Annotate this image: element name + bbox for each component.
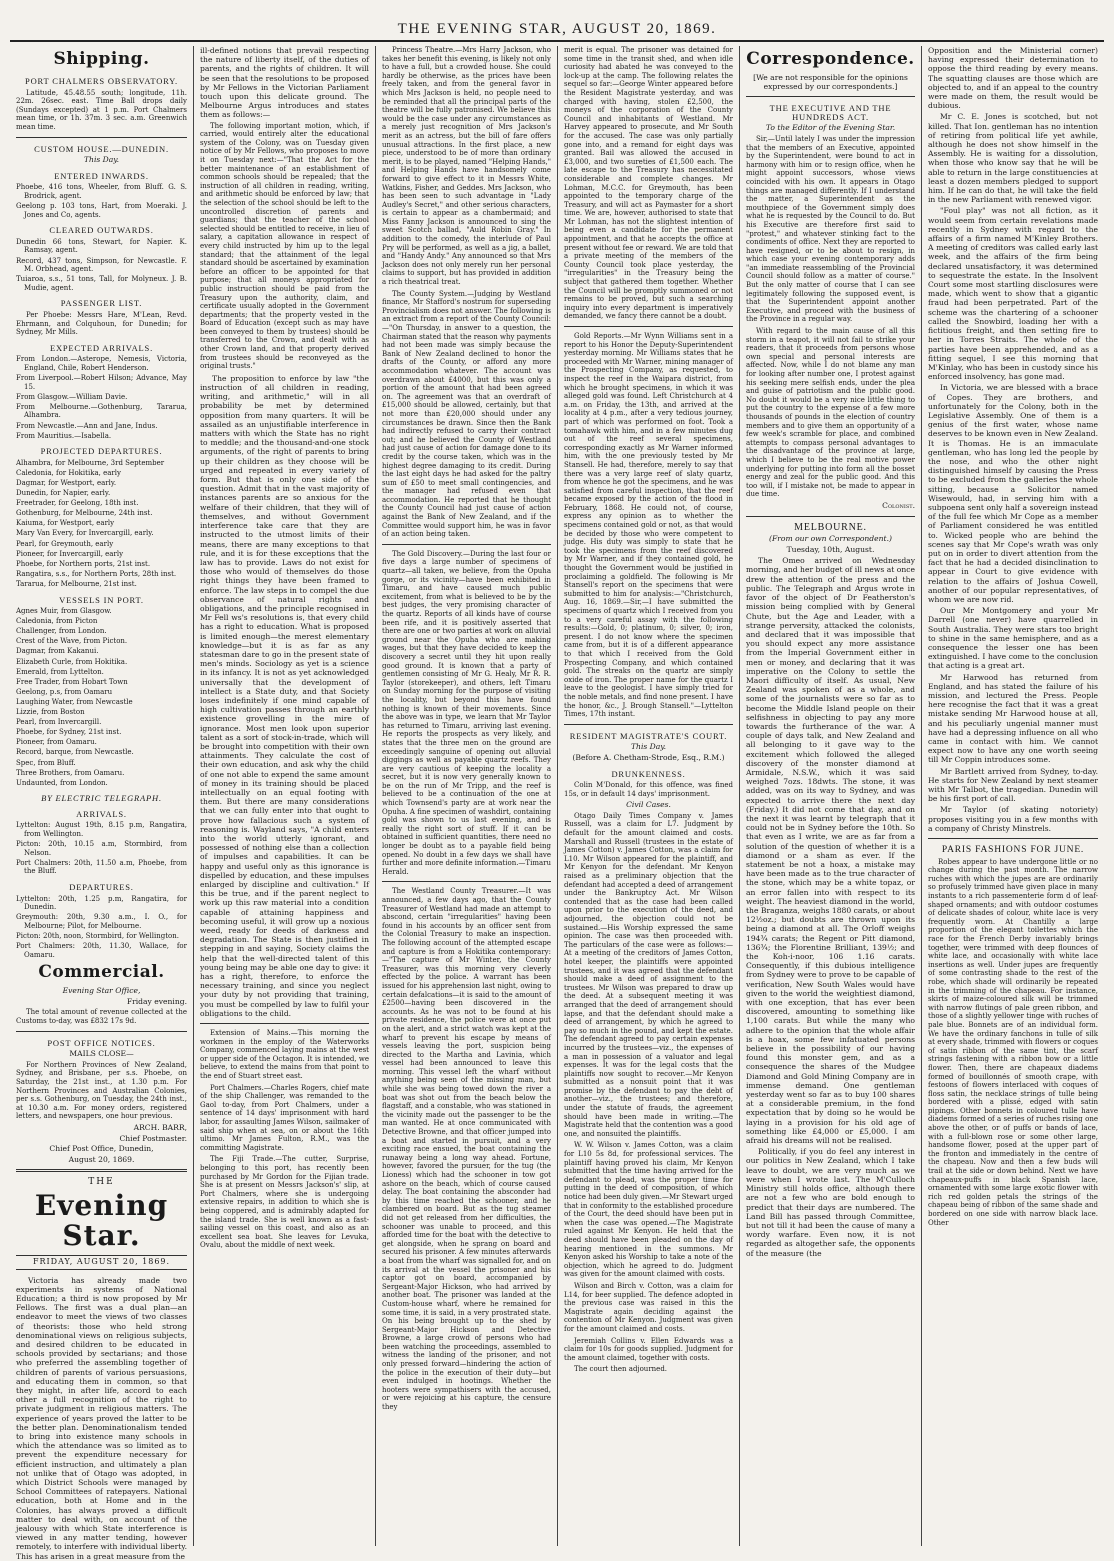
melbourne-date: Tuesday, 10th, August. [786, 544, 875, 554]
masthead-title: Evening Star. [34, 1188, 169, 1252]
projected-departures-heading: PROJECTED DEPARTURES. [40, 446, 163, 457]
divider [746, 96, 915, 97]
observatory-heading: PORT CHALMERS OBSERVATORY. [25, 76, 178, 86]
page-header [10, 10, 1104, 42]
court-day: This Day. [630, 742, 666, 752]
list-item: Crest of the Wave, from Picton. [16, 637, 128, 646]
news-item-princess-theatre: Princess Theatre.—Mrs Harry Jackson, who takes her benefit this evening, is likely not only to have a full, but a crowded house. She could hardly be otherwise, as the prices have been freely taken, and from the general favor in which Mrs Jackson is held, no people need to be reminded that all the principal parts of the theatre will be fully patronised. We believe this would be the case under any circumstances as a merely just recognition of Mrs Jackson's merit as an actress, but the bill of fare offers unusual attractions. In the first place, a new piece, understood to be of more than ordinary merit, is to be played, named "Helping Hands," and Helping Hands have handsomely come forward to give effect to it in Messrs White, Watkins, Fisher, and Geddes. Mrs Jackson, who has been seen to such advantage in "Lady Audley's Secret," and other serious characters, is certain to appear as a chambermaid; and Miss Fanny Jackson is announced to sing the sweet Scotch ballad, "Auld Robin Gray." In addition to the comedy, the interlude of Paul Pry will be performed, as well as a jig, a ballet, and "Handy Andy." Any announced so that Mrs Jackson does not only merely run her personal claims to support, but has provided in addition a rich theatrical treat. [382, 46, 551, 287]
news-item-fiji-trade: The Fiji Trade.—The cutter, Surprise, belonging to this port, has recently been purchased by Mr Gordon for the Fijian trade. She is at present on Messrs Jackson's' slip, at Port Chalmers, where she is undergoing extensive repairs, in addition to which she is being coppered, and is admirably adapted for the island trade. She is well known as a fast-sailing vessel on this coast, and also as an excellent sea boat. She leaves for Levuka, Ovalu, about the middle of next week. [200, 1155, 369, 1250]
list-item: From Newcastle.—Ann and Jane, Indus. [16, 421, 158, 430]
list-item: From Glasgow.—William Davie. [16, 392, 128, 401]
mails-close-label: MAILS CLOSE— [69, 1049, 134, 1059]
masthead-the: THE [88, 1177, 115, 1188]
list-item: Mary Van Every, for Invercargill, early. [16, 529, 154, 538]
melbourne-paragraph: Politically, if you do feel any interest in our politics in New Zealand, which I take leave to doubt, we are very much as we were when I wrote last. The M'Culloch Ministry still holds office, although there are not a few who are bold enough to predict that their days are numbered. The Land Bill has passed through Committee, but not till it had been the cause of many a wordy warfare. Even now, it is not regarded as altogether safe, the opponents of the measure (the [746, 1147, 915, 1258]
header-title: THE EVENING STAR, AUGUST 20, 1869. [397, 21, 717, 37]
list-item: Kaiuma, for Westport, early [16, 519, 115, 528]
list-item: Pearl, for Greymouth, early [16, 539, 114, 548]
shipping-title: Shipping. [53, 49, 150, 69]
court-heading: RESIDENT MAGISTRATE'S COURT. [569, 730, 728, 741]
court-item: Colin M'Donald, for this offence, was fined 15s, or in default 14 days' imprisonment. [564, 781, 733, 798]
divider [564, 326, 733, 327]
list-item: Pioneer, from Oamaru. [16, 738, 97, 747]
column-6 [922, 46, 1104, 1546]
list-item: Spec, from Bluff. [16, 758, 76, 767]
court-adjourned: The court then adjourned. [574, 1365, 668, 1374]
column-1 [10, 46, 194, 1561]
list-item: Pearl, from Invercargill. [16, 718, 102, 727]
melbourne-paragraph: In Victoria, we are blessed with a brace of Copes. They are brothers, and unfortunately for the Colony, both in the Legislative Assembly. One of them is a genius of the first water, whose name deserves to be known even in New Zealand. It is Thomas. He is an immaculate gentleman, who has long led the people by the nose, and who the other night distinguished himself by causing the Press to be excluded from the galleries the whole sitting, because a Solicitor named Wisewould, had, in serving him with a subpoena sent only half a sovereign instead of the full fee which Mr Cope as a member of Parliament considered he was entitled to. Wicked people who are behind the scenes say that Mr Cope's wrath was only put on in order to divert attention from the fact that he had a decided disinclination to appear in Court to give evidence with relation to the affairs of Joshua Cowell, another of our popular representatives, of whom we are now rid. [928, 383, 1098, 604]
commercial-title: Commercial. [38, 962, 165, 983]
melbourne-paragraph: "Foul play" was not all fiction, as it would seem from certain revelations made recently in Sydney with regard to the affairs of a firm named M'Kinley Brothers. A meeting of creditors was called early last week, and the affairs of the firm being declared unsatisfactory, it was determined to sequestrate the estate. In the Insolvent Court some most startling disclosures were made, which went to show that a gigantic fraud had been perpetrated. Part of the scheme was the chartering of a schooner called the Snowbird, loading her with a fictitious freight, and then setting fire to her in Torres Straits. The whole of the parties have been apprehended, and as a fitting sequel, I see this morning that M'Kinlay, who has been in custody since his enforced insolvency, has gone mad. [928, 206, 1098, 382]
divider [382, 544, 551, 545]
paris-fashions-text: Robes appear to have undergone little or no change during the past month. The narrow ruches with which the jupes are are ordinarily so profusely trimmed have given place in many instants to a rich passementerie form d of leaf-shaped ornaments; and with outdoor costumes of delicate shades of colour, white lace is very frequently worn. At Chantilly a large proportion of the elegant toilettes which the race for the French Derby invariably brings together, were trimmed with deep flounces of white lace, and occasionally with white lace insertions as well. Under jupes are frequently of some contrasting shade to the rest of the robe, which shade will ordinarily be repeated in the trimming of the chapeau. For instance, skirts of maize-coloured silk will be trimmed with narrow flutings of pale green ribbon, and those of a slightly yellower tinge with ruches of pale blue. Bonnets are of an individual form. We have the ordinary fanchons in tulle of silk at every shade, trimmed with flowers or coques of satin ribbon of the same tint, the scarf strings fastening with a ribbon bow or a little flower. Then, there are chapeaux diadems formed of bouillonnés of smooth crape, with festoons of flowers interlaced with coques of floss satin, the necklace strings of tulle being bordered with a plissé, edged with satin pipings. Other bonnets in coloured tulle have diadems formed of a series of ruches rising one above the other, or of puffs or bands of lace, with a full-blown rose or some other large, handsome flower, posed at the upper part of the fronton and immediately in the centre of the chapeau. Now and then a few buds will trail at the side or down behind. Next we have chapeaux-puffs in black Spanish lace, ornamented with some large exotic flower with rich red golden petals the strings of the chapeau being of ribbon of the same shade and bordered on one side with narrow black lace. Other [928, 857, 1098, 1227]
mails-text: For Northern Provinces of New Zealand, Sydney, and Brisbane, per s.s. Phoebe, on Saturday, the 21st inst., at 1.30 p.m. For Northern Provinces and Australian Colonies, per s.s. Gothenburg, on Tuesday, the 24th inst., at 10.30 a.m. For money orders, registered letters, and newspapers, one hour previous. [16, 1060, 187, 1121]
postmaster-title: Chief Postmaster. [119, 1133, 187, 1143]
commercial-day: Friday evening. [126, 996, 187, 1006]
list-item: Emerald, from Lyttelton. [16, 667, 104, 676]
masthead-date: FRIDAY, AUGUST 20, 1869. [16, 1255, 187, 1270]
list-item: Alhambra, for Melbourne, 3rd September [16, 458, 165, 467]
column-5 [740, 46, 922, 1546]
arrivals-heading: ARRIVALS. [76, 808, 127, 819]
list-item: Geelong, p.s, from Oamaru [16, 687, 113, 696]
court-before: (Before A. Chetham-Strode, Esq., R.M.) [572, 752, 725, 762]
list-item: Dagmar, from Kakanui. [16, 647, 99, 656]
melbourne-paragraph: Opposition and the Ministerial corner) having expressed their determination to oppose the third reading by every means. The squatting clauses are those which are objected to, and if an appeal to the country were made on them, the result would be dubious. [928, 46, 1098, 111]
list-item: Phoebe, for Northern ports, 21st inst. [16, 559, 151, 568]
editorial-paragraph: Victoria has already made two experiments in systems of National Education; a third is now proposed by Mr Fellows. The first was a dual plan—an endeavor to meet the views of two classes of theorists: those who held strong denominational views on religious subjects, and desired children to be educated in schools provided by sectarians; and those who preferred the assembling together of children of parents of various persuasions, and educating them in common, so that they might, in after life, accord to each other a full recognition of the right to private judgment in religious matters. The experience of years proved the latter to be the better plan. Denominationalism tended to bring into existence many schools in which the attendance was so limited as to prevent the expenditure necessary for efficient instruction, and ultimately a plan not unlike that of Otago was adopted, in which District Schools were managed by School Committees of ratepayers. National education, both at Home and in the Colonies, has always proved a difficult matter to deal with, on account of the jealousy with which State interference is viewed in any matter tending, however remotely, to interfere with individual liberty. This has arisen in a great measure from the [16, 1275, 187, 1561]
vessels-in-port-heading: VESSELS IN PORT. [59, 594, 144, 605]
list-item: Dagmar, for Westport, early. [16, 478, 117, 487]
news-item-continued: merit is equal. The prisoner was detained for some time in the transit shed, and when idle curiosity had abated he was conveyed to the lock-up at the camp. The following relates the sequel so far:—George Winter appeared before the Resident Magistrate yesterday, and was charged with having, stolen £2,500, the moneys of the corporation of the County Council and inhabitants of Westland. Mr Harvey appeared to prosecute, and Mr South for the accused. The case was only partially gone into, and a remand for eight days was granted. Bail was allowed the accused in £3,000, and two sureties of £1,500 each. The late escape to the Treasury has necessitated considerable and complete changes. Mr Lohman, M.C.C. for Greymouth, has been appointed to the temporary charge of the Treasury, and will act as Paymaster for a short time. We are, however, authorised to state that Mr Lohman, has not the slightest intention of being even a candidate for the permanent appointment, and that he accepts the office at present without fee or reward. We are told that a private meeting of the members of the County Council took place yesterday, the "irregularities" in the Treasury being the subject that gathered them together. Whether the Council will be promptly summoned or not remains to be proved, but such a searching inquiry into every department is imperatively demanded, we fancy there cannot be a doubt. [564, 46, 733, 321]
melbourne-heading: MELBOURNE. [794, 521, 867, 533]
melbourne-paragraph: Mr Bartlett arrived from Sydney, to-day. He starts for New Zealand by next steamer with Mr Talbot, the tragedian. Dunedin will be his first port of call. [928, 766, 1098, 804]
list-item: Phoebe, for Sydney, 21st inst. [16, 728, 122, 737]
letter-paragraph: With regard to the main cause of all this storm in a teapot, it will not fail to strike your readers, that it proceeds from persons whose own special and personal interests are affected. Now, while I do not blame any man for looking after number one, I protest against his seeking mere selfish ends, under the plea and guise of patriotism and the public good. No doubt it would be a very nice little thing to put the country to the expense of a few more thousands of pounds in the election of country members and to give them an opportunity of a few week's scramble for place, and combined attempts to compass personal advantages to the disadvantage of the province at large, which I believe to be the real motive power underlying for putting into form all the bosset energy and zeal for the public good. And this too will, if I mistake not, be made to appear in due time. [746, 327, 915, 499]
divider [746, 516, 915, 517]
list-item: Free Trader, from Hobart Town [16, 677, 128, 686]
court-item: Jeremiah Collins v. Ellen Edwards was a claim for 10s for goods supplied. Judgment for the amount claimed, together with costs. [564, 1336, 733, 1362]
divider [382, 881, 551, 882]
list-item: Agnes Muir, from Glasgow. [16, 607, 112, 616]
list-item: Freetrader, for Geelong, 18th inst. [16, 499, 139, 508]
letter-heading: THE EXECUTIVE AND THE HUNDREDS ACT. [769, 103, 892, 122]
list-item: Tuiaroa, s.s., 51 tons, Tall, for Molyneux. J. B. Mudie, agent. [16, 275, 187, 292]
passenger-text: Per Phoebe: Messrs Hare, M'Lean, Revd. Ehrmann, and Colquhoun, for Dunedin; for Sydney, Mr Mills. [16, 310, 187, 337]
court-item: Wilson and Birch v. Cotton, was a claim for L14, for beer supplied. The defence adopted in the previous case was raised in this the Magistrate again deciding against the contention of Mr Kenyon. Judgment was given for the amount claimed and costs. [564, 1281, 733, 1333]
post-office-heading: POST OFFICE NOTICES. [47, 1037, 156, 1048]
list-item: Three Brothers, from Oamaru. [16, 768, 125, 777]
letter-paragraph: Sir,—Until lately I was under the impression that the members of an Executive, appointed by the Superintendent, were bound to act in harmony with him or to resign office, when he might appoint successors, whose views coincided with his own. It appears in Otago things are managed differently. If I understand the matter, a Superintendent as the mouthpiece of the Government simply does what he is requested by the Council to do. But his Executive are therefore first said to "protest," and whatever stinking fact to the condiments of office. Next they are reported to have resigned, or to be about to resign, in which case your evening contemporary adds "an immediate reassembling of the Provincial Council should follow as a matter of course." But the only matter of course that I can see legitimately following the supposed event, is that the Superintendent appoint another Executive, and proceed with the business of the Province in a regular way. [746, 134, 915, 324]
list-item: From Mauritius.—Isabella. [16, 431, 112, 440]
list-item: Caledonia, for Hokitika, early [16, 468, 121, 477]
drunkenness-heading: DRUNKENNESS. [611, 768, 686, 779]
list-item: From Liverpool.—Robert Hilson; Advance, May 15. [16, 374, 187, 391]
list-item: From Melbourne.—Gothenburg, Tararua, Alhambra. [16, 402, 187, 420]
divider [16, 1031, 187, 1032]
post-office-date: August 20, 1869. [68, 1154, 135, 1164]
civil-cases-heading: Civil Cases. [626, 800, 671, 810]
news-item-port-chalmers: Port Chalmers.—Charles Rogers, chief mate of the ship Challenger, was remanded to the Gaol to-day, from Port Chalmers, under a sentence of 14 days' imprisonment with hard labor, for assaulting James Wilson, sailmaker of said ship when at sea, on or about the 16th ultimo. Mr James Fulton, R.M., was the committing Magistrate. [200, 1083, 369, 1152]
editorial-quote: The following important motion, which, if carried, would entirely alter the educational system of the Colony, was on Tuesday given notice of by Mr Fellows, who proposes to move it on Tuesday next:—"That the Act for the better maintenance of an establishment of common schools should be repealed; that the instruction of all children in reading, writing, and arithmetic should be enforced by law; that the selection of the school should be left to the uncontrolled discretion of parents and guardians; that the teacher of the school selected should be entitled to receive, in lieu of salary, a capitation allowance in respect of every child instructed by him up to the legal standard; that the attainment of the legal standard should be ascertained by examination before an officer to be appointed for that purpose; that all moneys appropriated for public instruction should be paid from the Treasury upon the authority, claim, and certificate usually adopted in the Government departments; that the property vested in the Board of Education (except such as may have been conveyed to them by trustees) should be transferred to the Crown, and dealt with as other Crown land, and that property derived from trustees should be reconveyed as the original trusts." [200, 121, 369, 371]
list-item: Rangatira, s.s., for Northern Ports, 28th inst. [16, 569, 177, 578]
melbourne-paragraph: The Omeo arrived on Wednesday morning, and her budget of ill news at once drew the attention of the press and the public. The Telegraph and Argus wrote in favor of the object of Dr Featherston's mission being complied with by General Chute, but the Age and Leader, with a strange perversity, attacked the colonists, and declared that it was impossible that you should expect any more assistance from the Imperial Government either in men or money, and declaring that it was imperative on the Colony to settle the Maori difficulty of itself. As usual, New Zealand was spoken of as a whole, and some of the journalists were so far as to become the Middle Island people on their selfishness in objecting to pay any more towards the furtherance of the war. A couple of days talk, and New Zealand and all belonging to it gave way to the excitement which followed the alleged discovery of the monster diamond at Armidale, N.S.W., which it was said weighed 7ozs. 18dwts. The stone, it was added, was on its way to Sydney, and was expected to arrive there the next day (Friday.) It did not come that day, and on the next it was learnt by telegraph that it could not be in Sydney before the 10th. So that even as I write, we are as far from a solution of the question of whether it is a diamond or a sham as ever. If the statement be not a hoax, a mistake may have been made as to the true character of the stone, which may be a white topaz, or an error fallen into with respect to its weight. The heaviest diamond in the world, the Braganza, weighs 1880 carats, or about 12½oz.; but doubts are thrown upon its being a diamond at all. The Orloff weighs 194¾ carats; the Regent or Pitt diamond, 136¾; the Florentine Brilliant, 139½; and the Koh-i-noor, 106 1.16 carats. Consequently, if this dubious intelligence from Sydney were to prove to be capable of verification, New South Wales would have given to the world the weightiest diamond, with one exception, that has ever been discovered, amounting to something like 1,100 carats. But while the many who adhere to the opinion that the whole affair is a hoax, some few infatuated persons believe in the possibility of our having found this monster gem, and as a consequence the shares of the Mudgee Diamond and Gold Mining Company are in immense demand. One gentleman yesterday went so far as to buy 100 shares at a considerable premium, in the fond expectation that by doing so he would be laying in a provision for his old age of something like £4,000 or £5,000. I am afraid his dreams will not be realised. [746, 556, 915, 1146]
commercial-text: The total amount of revenue collected at the Customs to-day, was £832 17s 9d. [16, 1008, 187, 1026]
list-item: From London.—Asterope, Nemesis, Victoria, England, Chile, Robert Henderson. [16, 355, 187, 372]
divider [200, 1023, 369, 1024]
list-item: Dunedin, for Napier, early. [16, 489, 111, 498]
melbourne-paragraph: Mr Harwood has returned from England, and has stated the failure of his mission, and lectured the Press. People here recognise the fact that it was a great mistake sending Mr Harwood house at all, and his peculiarly ungenial manner must have had a depressing influence on all who came in contact with him. We cannot expect now to have any one worth seeing till Mr Coppin introduces some. [928, 672, 1098, 765]
list-item: Gothenburg, for Melbourne, 24th inst. [16, 509, 153, 518]
melbourne-paragraph: Our Mr Montgomery and your Mr Darrell (one never) have quarrelled in South Australia. They were stars too bright to shine in the same hemisphere, and as a consequence the lesser one has been extinguished. I have come to the conclusion that acting is a great art. [928, 606, 1098, 671]
observatory-text: Latitude, 45.48.55 south; longitude, 11h. 22m. 26sec. east. Time Ball drops daily (Sundays excepted) at 1 p.m. Port Chalmers mean time, or 1h. 37m. 3 sec. a.m. Greenwich mean time. [16, 88, 187, 131]
list-item: Dunedin 66 tons, Stewart, for Napier. K. Ramsay, agent. [16, 237, 187, 255]
list-item: Elizabeth Curle, from Hokitika. [16, 657, 128, 666]
column-2 [194, 46, 376, 1546]
passenger-list-heading: PASSENGER LIST. [60, 298, 143, 309]
list-item: Lizzie, from Boston [16, 708, 85, 717]
divider [16, 1169, 187, 1172]
list-item: Phoebe, 416 tons, Wheeler, from Bluff. G. S. Brodrick, agent. [16, 183, 187, 200]
commercial-office: Evening Star Office, [62, 986, 141, 996]
column-3 [376, 46, 558, 1546]
news-item-westland-treasurer: The Westland County Treasurer.—It was announced, a few days ago, that the County Treasurer of Westland had made an attempt to abscond, certain "irregularities" having been found in his accounts by an officer sent from the Colonial Treasury to make an inspection. The following account of the attempted escape and capture is from a Hokitika contemporary:—"The capture of Mr Winter, the County Treasurer, was this morning very cleverly effected by the police. A warrant has been issued for his apprehension last night, owing to certain defalcations—it is said to the amount of £2500—having been discovered in the accounts. As he was not to be found at his private residence, the police were at once put on the alert, and a strict watch was kept at the wharf to prevent his escape by means of vessels leaving the port, suspicion being directed to the Martha and Lavinia, which vessel had been announced to leave this morning. This vessel left the wharf without anything being seen of the missing man, but while she was being towed down the river a boat was shot out from the beach below the flagstaff, and a constable, who was stationed in the vicinity made out the passenger to be the man wanted. He at once communicated with Detective Browne, and that officer jumped into a boat and started in pursuit, and a very exciting race ensued, the boat containing the runaway being a long way ahead. Fortune, however, favored the pursuer, for the tug (the Lioness) which had the schooner in tow got ashore on the beach, which of course caused delay. The boat containing the absconder had by this time reached the schooner, and he clambered on board. But as the tug steamer did not get released from her difficulties, the schooner was unable to proceed, and this afforded time for the boat with the detective to get alongside, when he sprang on board and secured his prisoner. A few minutes afterwards a boat from the wharf was signalled for, and on its arrival at the vessel the prisoner and his captor got on board, accompanied by Sergeant-Major Hickson, who had arrived by another boat. The prisoner was landed at the Custom-house wharf, where he remained for some time, it is said, in a very prostrated state. On his being brought up to the shed by Sergeant-Major Hickson and Detective Browne, a large crowd of persons who had been watching the proceedings, assembled to witness the landing of the prisoner, and not only pressed forward—hindering the action of the police in the execution of their duty—but even indulged in hootings. Whether the hooters were sympathisers with the accused, or were rejoicing at his capture, the censure they [382, 887, 552, 1412]
letter-signature: Colonist. [882, 500, 915, 510]
editorial-paragraph: The proposition to enforce by law "the instruction of all children in reading, writing, and arithmetic," will in all probability be met by determined opposition from many quarters. It will be assailed as an unjustifiable interference in matters with which the State has no right to meddle; and the thousand-and-one stock arguments, of the right of parents to bring up their children as they choose will be urged and repeated in every variety of form. But that is only one side of the question. Admit that in the vast majority of instances parents are so anxious for the welfare of their children, that they will of themselves, and without Government interference take care that they are instructed to the utmost limits of their means, there are many exceptions to that rule, and it is for these exceptions that the law has to provide. Laws do not exist for those who would of themselves do those right things they have been framed to enforce. The law steps in to compel the due observance of natural rights and obligations, and the principle recognised in Mr Fell ws's resolutions is, that every child has a right to education. What is proposed is limited enough—the merest elementary knowledge—but it is as far as any statesman dare to go in the present state of men's minds. Sociology as yet is a science in its infancy. It is not as yet acknowledged universally that the development of intellect is a State duty, and that Society loses indefinitely if one mind capable of high cultivation passes through an earthly existence grovelling in the mire of ignorance. Most men look upon superior talent as a sort of stock-in-trade, which will be brought into competition with their own attainments. They calculate the cost of their own education, and ask why the child of one not able to expend the same amount of money in its training should be placed intellectually on an equal footing with them. But there are many considerations that we can fully enter into that ought to prove how fallacious such a system of reasoning is. Wayland says, "A child enters into the world utterly ignorant, and possessed of nothing else than a collection of impulses and capabilities. It can be happy and useful only as this ignorance is dispelled by education, and these impulses enlarged by discipline and cultivation." If this be true, and if the parent neglect to work up this raw material into a condition capable of attaining happiness and becoming useful, it will grow up a noxious weed, ready for deeds of darkness and degradation. The State is then justified in stepping in and saying, Society claims the help that the well-directed talent of this young being may be able one day to give: it has a right, therefore, to enforce the necessary training, and since you neglect your duty by not providing that training, you must be compelled by law to fulfil your obligations to the child. [200, 373, 369, 1018]
postmaster-name: ARCH. BARR, [133, 1123, 187, 1132]
paris-fashions-heading: PARIS FASHIONS FOR JUNE. [941, 845, 1085, 856]
customs-heading: CUSTOM HOUSE.—DUNEDIN. [34, 143, 169, 154]
post-office-place: Chief Post Office, Dunedin, [49, 1144, 154, 1154]
melbourne-paragraph: Mr Taylor (of skating notoriety) proposes visiting you in a few months with a company of Christy Minstrels. [928, 805, 1098, 833]
telegraph-heading: BY ELECTRIC TELEGRAPH. [41, 793, 162, 804]
letter-to: To the Editor of the Evening Star. [765, 123, 896, 133]
expected-arrivals-heading: EXPECTED ARRIVALS. [49, 342, 154, 353]
cleared-outwards-heading: CLEARED OUTWARDS. [49, 225, 154, 236]
list-item: Port Chalmers: 20th, 11.30, Wallace, for Oamaru. [16, 942, 187, 959]
divider [564, 724, 733, 725]
correspondence-title: Correspondence. [746, 49, 915, 69]
news-item-county-system: The County System.—Judging by Westland finance, Mr Stafford's nostrum for superseding Provincialism does not answer. The following is an extract from a report of the County Council:—"On Thursday, in answer to a question, the Chairman stated that the reason why payments had not been made was simply because the Bank of New Zealand declined to honor the drafts of the County, or afford any more accommodation whatever. The account was overdrawn about £4000, but this was only a portion of the amount that had been agreed on. The agreement was that an overdraft of £15,000 should be allowed, certainly, but that not more than £20,000 should under any circumstances be drawn. Since then the Bank had indirectly refused to carry their contract out; and he believed the County of Westland had just cause of action for damage done to its credit by the course taken, which was in the highest degree damaging to its credit. During the last eight days he had asked for the paltry sum of £50 to meet small contingencies, and the manager had refused even that accommodation. He reported that he thought the County Council had just cause of action against the Bank of New Zealand, and if the Committee would support him, he was in favor of an action being taken. [382, 289, 551, 539]
melbourne-from: (From our own Correspondent.) [769, 534, 892, 544]
list-item: Pioneer, for Invercargill, early [16, 549, 124, 558]
editorial-paragraph: ill-defined notions that prevail respecting the nature of liberty itself, of the duties of parents, and the rights of children. It will be seen that the resolutions to be proposed by Mr Fellows in the Victorian Parliament touch upon this delicate ground. The Melbourne Argus introduces and states them as follows:— [200, 46, 369, 120]
list-item: Port Chalmers: 20th, 11.50 a.m, Phoebe, from the Bluff. [16, 858, 187, 876]
court-item: Otago Daily Times Company v. James Russell, was a claim for L7. Judgment by default for the amount claimed and costs. Marshall and Russell (trustees in the estate of James Cotton) v. James Cotton, was a claim for L10. Mr Wilson appeared for the plaintiff, and Mr Kenyon for the defendant. Mr Kenyon raised as a preliminary objection that the defendant had accepted a deed of arrangement under the Bankruptcy Act. Mr Wilson contended that as the case had been called upon prior to the execution of the deed, and adjourned, the objection could not be sustained.—His Worship expressed the same opinion. The case was then proceeded with. The particulars of the case were as follows:—At a meeting of the creditors of James Cotton, hotel keeper, the plaintiffs were appointed trustees, and it was agreed that the defendant should make a deed of assignment to the trustees. Mr Wilson was prepared to draw up the deed. At a subsequent meeting it was arranged that the deed of arrangement should lapse, and that the defendant should make a deed of arrangement, by which he agreed to pay so much in the pound, and kept the estate. The defendant agreed to pay certain expenses incurred by the trustees—viz., the expenses of a man in possession of a valuator and legal expenses. It was for the legal costs that the plaintiffs now sought to recover.—Mr Kenyon submitted as a nonsuit point that it was promise by the defendant to pay the debt of another—viz., the trustees; and therefore, under the statute of frauds, the agreement should have been made in writing.—The Magistrate held that the contention was a good one, and nonsuited the plaintiffs. [564, 811, 733, 1138]
list-item: Undaunted, from London. [16, 778, 108, 787]
columns [10, 46, 1104, 1561]
news-item-gold-reports: Gold Reports.—Mr Wynn Williams sent in a report to his Honor the Deputy-Superintendent yesterday morning. Mr Williams states that he proceeded with Mr Warner, mining manager of the Prospecting Company, as requested, to inspect the reef in the Waipara district, from which he brought specimens, in which it was alleged gold was found. Left Christchurch at 4 a.m. on Friday, the 13th, and arrived at the locality at 4 p.m., after a very tedious journey, part of which was performed on foot. Took a tomahawk with him, and in a few minutes dug out of the reef several specimens, corresponding exactly as Mr Warner informed him, with the one previously tested by Mr Stansell. He had, therefore, merely to say that there was a very large reef of slaty quartz, from whence he got the specimens, and he was satisfied from careful inspection, that the reef became exposed by the action of the flood in February, 1868. He could not, of course, express any opinion as to whether the specimens contained gold or not, as that would be decided by those who were competent to judge. His duty was simply to state that he took the specimens from the reef discovered by Mr Warner, and if they contained gold, he thought the Government would be justified in proclaiming a goldfield. The following is Mr Stansell's report on the specimens that were submitted to him for analysis:—"Christchurch, Aug. 16, 1869.—Sir,—I have submitted the specimens of quartz which I received from you to a very careful assay with the following results:—Gold, 0; platinum, 0; silver, 0; iron, present. I do not know where the specimen came from, but it is of a different appearance to that which I received from the Gold Prospecting Company, and which contained gold. The streaks on the quartz are simply oxide of iron. The proper name for the quartz I leave to the geologist. I have simply tried for the noble metals, and find none present. I have the honor, &c., J. Brough Stansell."—Lyttelton Times, 17th instant. [564, 332, 733, 719]
list-item: Challenger, from London. [16, 627, 107, 636]
news-item-mains: Extension of Mains.—This morning the workmen in the employ of the Waterworks Company, commenced laying mains at the west or upper side of the Octagon. It is intended, we believe, to extend the mains from that point to the end of Stuart street east. [200, 1029, 369, 1081]
divider [16, 137, 187, 138]
list-item: Picton: 20th, 10.15 a.m, Stormbird, from Nelson. [16, 840, 187, 857]
this-day-label: This Day. [83, 155, 119, 165]
list-item: Laughing Water, from Newcastle [16, 697, 133, 706]
list-item: Caledonia, from Picton [16, 617, 98, 626]
list-item: Greymouth: 20th, 9.30 a.m., I. O., for Melbourne; Pilot, for Melbourne. [16, 913, 187, 930]
news-item-gold-discovery: The Gold Discovery.—During the last four or five days a large number of specimens of quartz—all taken, we believe, from the Opuha gorge, or its vicinity—have been exhibited in Timaru, and have caused much public excitement, from what is believed to be by the best judges, the very promising character of the quartz. Reports of all kinds have of course been rife, and it is positively asserted that there are one or two parties at work on alluvial ground near the Opuha who are making wages, but that they have decided to keep the discovery a secret until they hit upon really good ground. It is known that a party of gentlemen consisting of Mr G. Healy, Mr R. R. Taylor (storekeeper), and others, left Timaru on Sunday morning for the purpose of visiting the locality, but beyond this have found nothing is known of their movements. Since the above was in type, we learn that Mr Taylor has returned to Timaru, arriving last evening. He reports the prospects as very likely, and states that the three men on the ground are exceedingly sanguine of opening out alluvial diggings as well as payable quartz reefs. They are very cautious of keeping the locality a secret, but it is now very generally known to be on the run of Mr Tripp, and the reef is believed to be a continuation of the one at which Townsend's party are at work near the Opuha. A fine specimen of washdirt, containing gold was shown to us last evening, and is really the right sort of stuff. If it can be obtained in sufficient quantities, there need no longer be doubt as to a payable field being opened. No doubt in a few days we shall have further and more definite information.—Timaru Herald. [382, 549, 551, 876]
melbourne-paragraph: Mr C. E. Jones is scotched, but not killed. That Ion. gentleman has no intention of retiring from political life yet awhile, although he does not show himself in the Assembly. He is waiting for a dissolution, when those who know say that he will be able to return in the large constituencies at least a dozen members pledged to support him. If he can do that, he will take the field in the new Parliament with renewed vigor. [928, 112, 1098, 205]
correspondence-note: [We are not responsible for the opinions expressed by our correspondents.] [753, 73, 908, 91]
divider [928, 838, 1098, 839]
list-item: Picton: 20th, noon, Stormbird, for Wellington. [16, 932, 179, 940]
list-item: Geelong p. 103 tons, Hart, from Moeraki. J. Jones and Co, agents. [16, 202, 187, 219]
list-item: Record, 437 tons, Simpson, for Newcastle. F. M. Orbhead, agent. [16, 256, 187, 274]
column-4 [558, 46, 740, 1546]
list-item: Record, barque, from Newcastle. [16, 748, 134, 757]
list-item: Lyttelton: August 19th, 8.15 p.m, Rangatira, from Wellington. [16, 821, 187, 839]
entered-inwards-heading: ENTERED INWARDS. [54, 170, 149, 181]
list-item: Lyttelton: 20th, 1.25 p.m, Rangatira, for Dunedin. [16, 894, 187, 912]
court-item: W. W. Wilson v. James Cotton, was a claim for L10 5s 8d, for professional services. The plaintiff having proved his claim, Mr Kenyon submitted that the time having arrived for the defendant to plead, was the proper time for putting in the deed of composition, of which notice had been duly given.—Mr Stewart urged that in conformity to the established procedure of the Court, the deed should have been put in when the case was opened.—The Magistrate ruled against Mr Kenyon. He held that the deed should have been pleaded on the day of hearing mentioned in the summons. Mr Kenyon asked his Worship to take a note of the objection, which he agreed to do. Judgment was given for the amount claimed with costs. [564, 1141, 733, 1279]
departures-heading: DEPARTURES. [69, 882, 134, 893]
list-item: Tararua, for Melbourne, 21st inst. [16, 579, 137, 588]
